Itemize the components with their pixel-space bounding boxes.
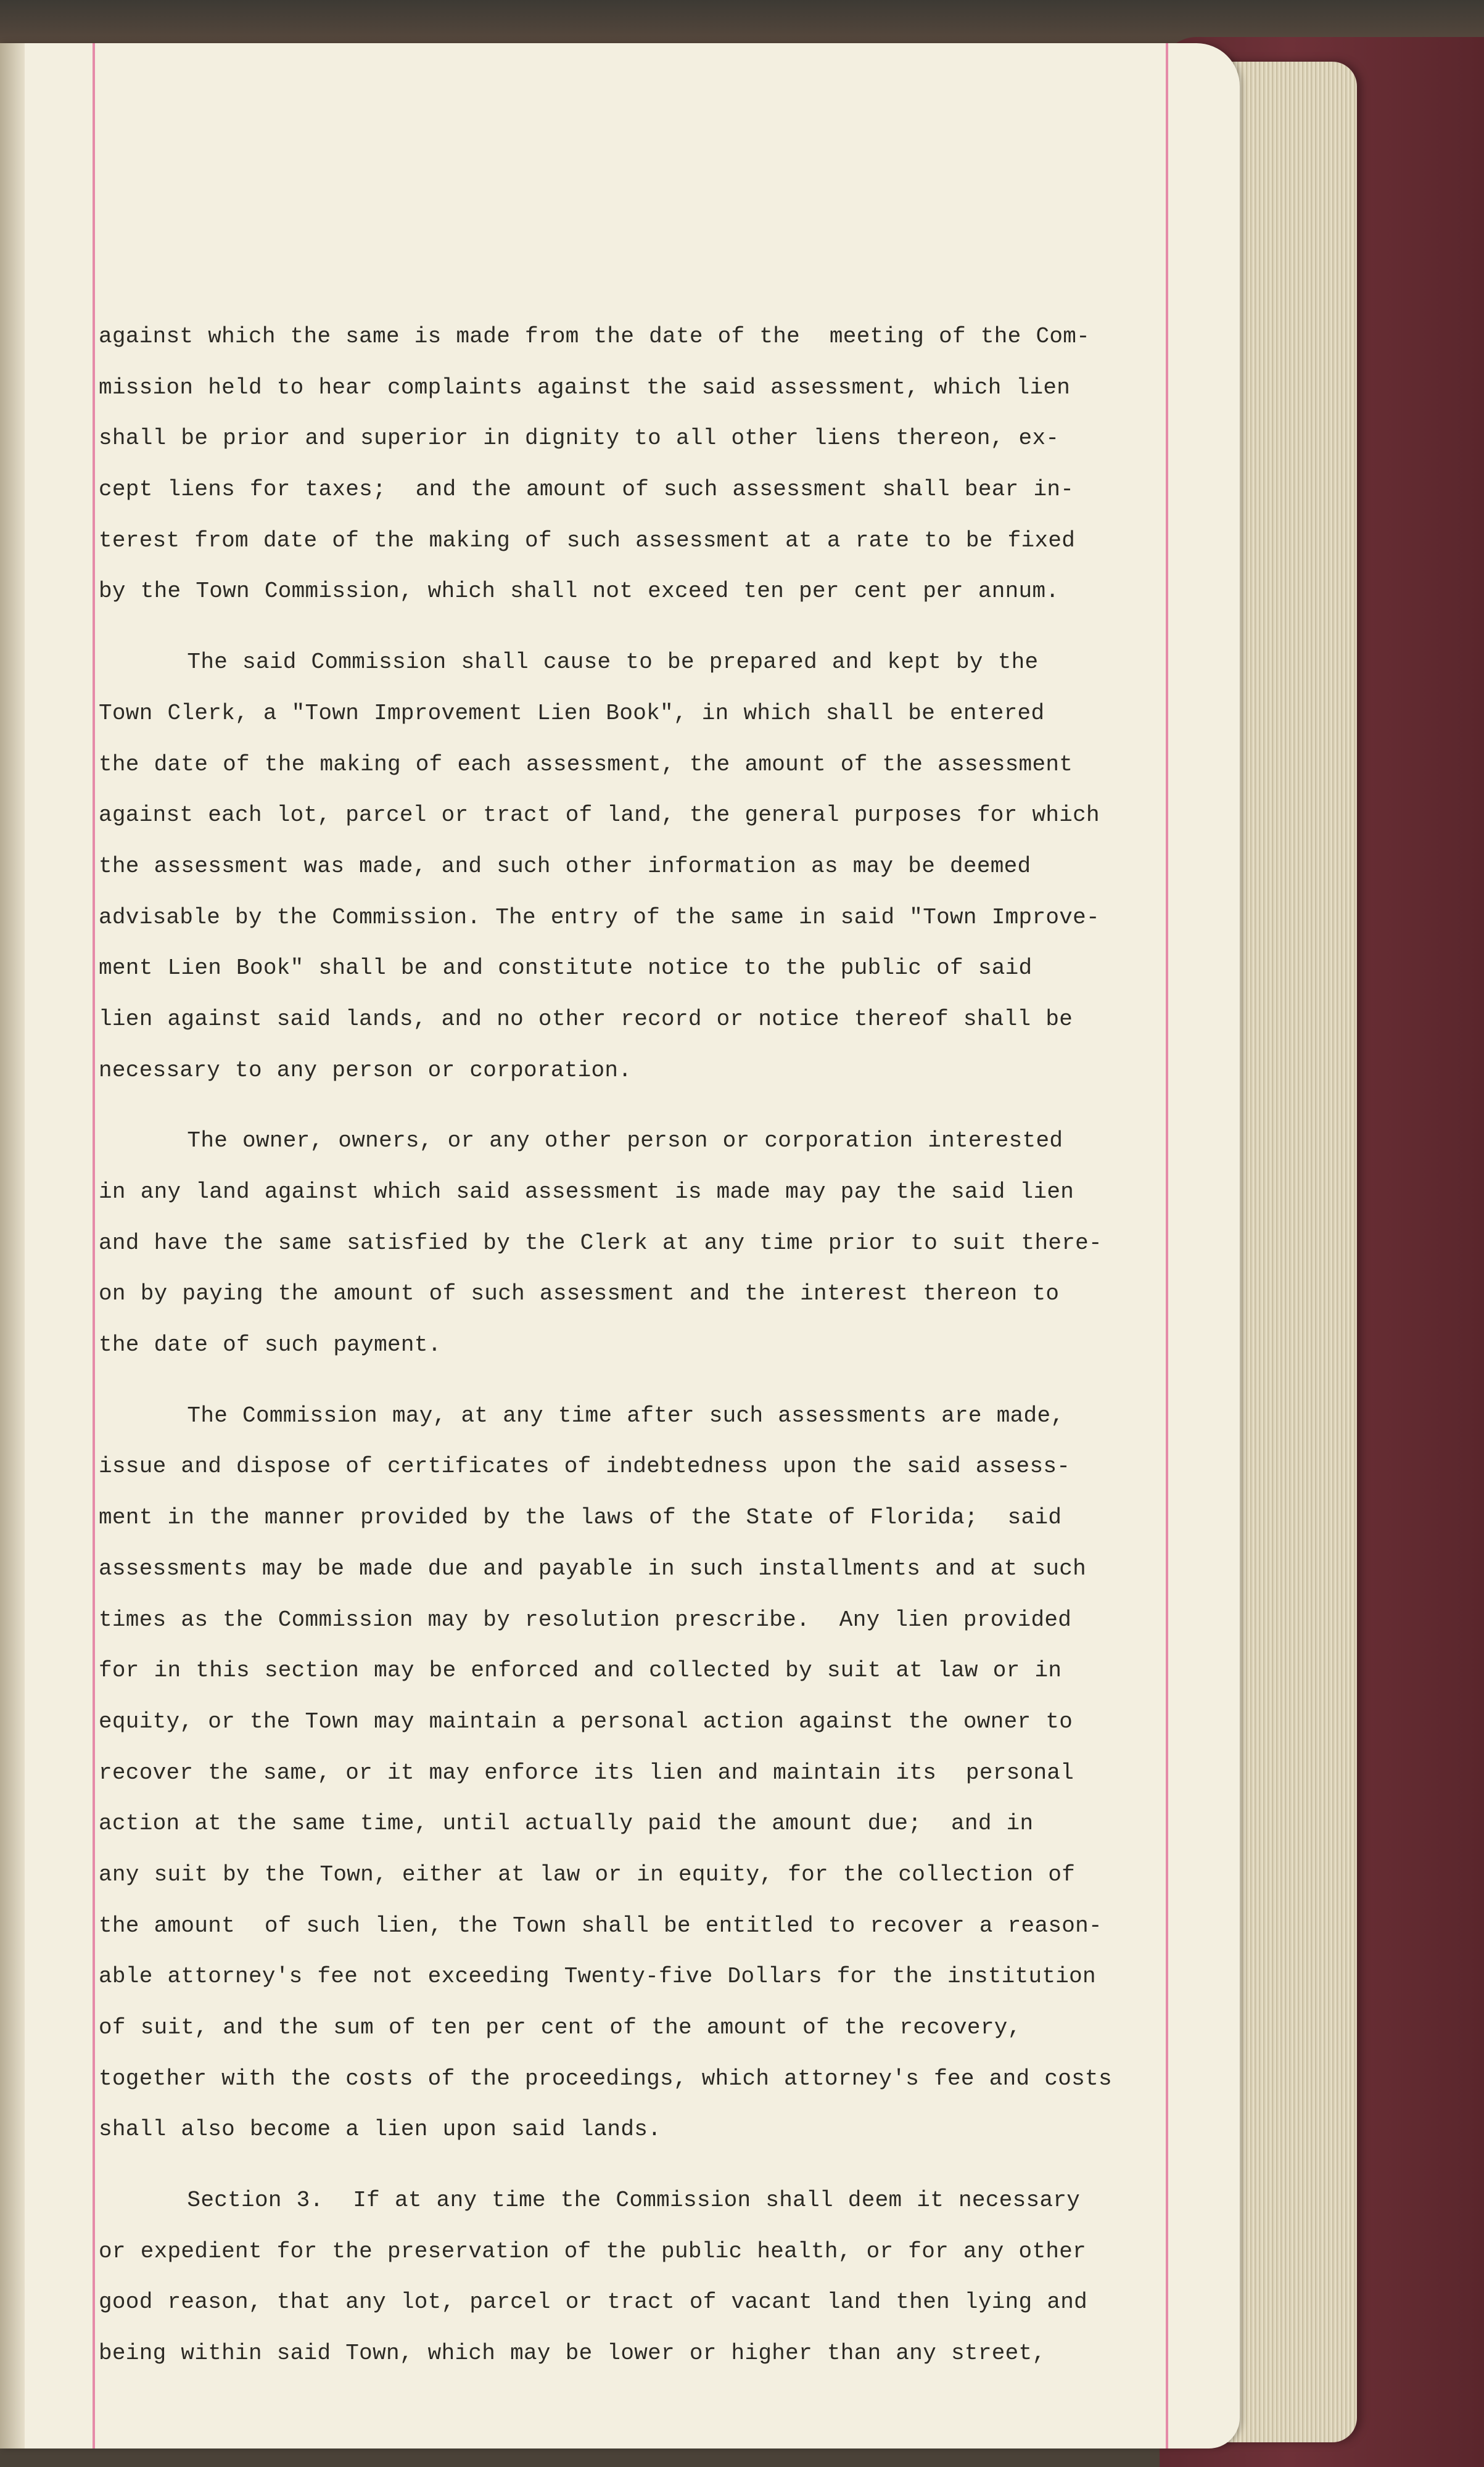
text-line: the date of such payment. <box>99 1332 442 1358</box>
text-line: of suit, and the sum of ten per cent of the amount of the recovery, <box>99 2015 1021 2040</box>
text-line: The owner, owners, or any other person or corporation interested <box>99 1128 1063 1154</box>
text-line: recover the same, or it may enforce its lien and maintain its personal <box>99 1760 1074 1785</box>
text-line: by the Town Commission, which shall not exceed ten per cent per annum. <box>99 579 1060 604</box>
text-line: advisable by the Commission. The entry of the same in said "Town Improve- <box>99 904 1100 930</box>
text-line: the assessment was made, and such other information as may be deemed <box>99 853 1031 879</box>
paragraph-gap <box>99 1371 1209 1391</box>
paragraph-gap <box>99 1096 1209 1116</box>
text-line: mission held to hear complaints against the said assessment, which lien <box>99 374 1071 400</box>
text-line: Town Clerk, a "Town Improvement Lien Book", in which shall be entered <box>99 700 1045 726</box>
text-line: in any land against which said assessment is made may pay the said lien <box>99 1179 1074 1205</box>
text-line: ment Lien Book" shall be and constitute notice to the public of said <box>99 955 1033 981</box>
text-line: issue and dispose of certificates of indebtedness upon the said assess- <box>99 1454 1071 1480</box>
text-line: assessments may be made due and payable in such installments and at such <box>99 1555 1087 1581</box>
left-margin-rule <box>93 43 95 2448</box>
text-line: ment in the manner provided by the laws of the State of Florida; said <box>99 1505 1062 1531</box>
text-line: cept liens for taxes; and the amount of such assessment shall bear in- <box>99 477 1074 503</box>
text-line: able attorney's fee not exceeding Twenty-five Dollars for the institution <box>99 1964 1096 1990</box>
text-line: or expedient for the preservation of the public health, or for any other <box>99 2238 1087 2264</box>
text-line: and have the same satisfied by the Clerk at any time prior to suit there- <box>99 1230 1102 1256</box>
text-line: The said Commission shall cause to be prepared and kept by the <box>99 649 1039 675</box>
text-line: for in this section may be enforced and collected by suit at law or in <box>99 1658 1062 1684</box>
typed-text-body <box>99 311 1209 2379</box>
paragraph-gap <box>99 617 1209 637</box>
text-line: good reason, that any lot, parcel or tract of vacant land then lying and <box>99 2289 1088 2315</box>
text-line: action at the same time, until actually paid the amount due; and in <box>99 1811 1034 1837</box>
text-line: The Commission may, at any time after such assessments are made, <box>99 1402 1065 1428</box>
text-line: equity, or the Town may maintain a personal action against the owner to <box>99 1708 1073 1734</box>
text-line: the date of the making of each assessment, the amount of the assessment <box>99 751 1073 777</box>
text-line: terest from date of the making of such assessment at a rate to be fixed <box>99 527 1076 553</box>
text-line: lien against said lands, and no other record or notice thereof shall be <box>99 1006 1073 1032</box>
text-line: being within said Town, which may be lower or higher than any street, <box>99 2341 1046 2366</box>
text-line: together with the costs of the proceedings, which attorney's fee and costs <box>99 2065 1112 2091</box>
paragraph-gap <box>99 2156 1209 2175</box>
text-line: Section 3. If at any time the Commission shall deem it necessary <box>99 2188 1081 2214</box>
text-line: against which the same is made from the date of the meeting of the Com- <box>99 324 1090 349</box>
text-line: times as the Commission may by resolution prescribe. Any lien provided <box>99 1607 1072 1633</box>
text-line: any suit by the Town, either at law or in equity, for the collection of <box>99 1861 1076 1887</box>
text-line: against each lot, parcel or tract of land, the general purposes for which <box>99 802 1100 828</box>
text-line: on by paying the amount of such assessment and the interest thereon to <box>99 1281 1060 1307</box>
text-line: shall be prior and superior in dignity to all other liens thereon, ex- <box>99 426 1060 451</box>
page-gutter <box>0 43 25 2448</box>
text-line: the amount of such lien, the Town shall be entitled to recover a reason- <box>99 1913 1102 1938</box>
text-line: shall also become a lien upon said lands. <box>99 2117 662 2143</box>
text-line: necessary to any person or corporation. <box>99 1057 632 1083</box>
